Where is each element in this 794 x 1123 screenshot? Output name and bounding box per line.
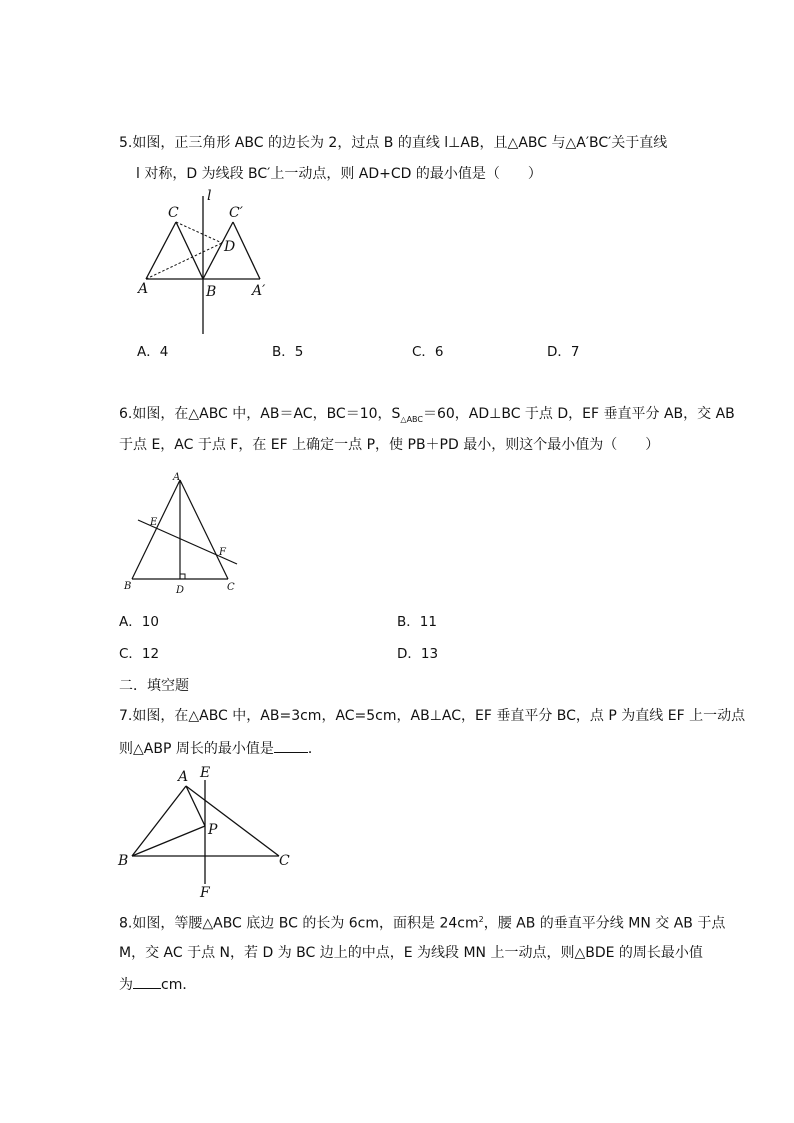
q7-text-line1: 7.如图，在△ABC 中，AB=3cm，AC=5cm，AB⊥AC，EF 垂直平分 BC，点 P 为直线 EF 上一动点 (119, 708, 746, 724)
q8-text-line2: M，交 AC 于点 N，若 D 为 BC 边上的中点，E 为线段 MN 上一动点，则△BDE 的周长最小值 (119, 945, 703, 961)
segment-AC (180, 480, 228, 579)
segment-AP (186, 786, 205, 826)
label-B: B (206, 284, 217, 300)
q6-figure (118, 470, 248, 600)
label-C: C (279, 853, 290, 869)
label-D: D (176, 585, 185, 596)
segment-CB (176, 222, 203, 279)
q7-text-line2: 则△ABP 周长的最小值是 ． (119, 741, 322, 757)
q8-text-line3: 为 cm． (119, 977, 197, 993)
label-C: C (168, 205, 179, 221)
label-E: E (200, 765, 211, 781)
label-B: B (118, 853, 129, 869)
q6-option-a: A．10 (119, 614, 159, 630)
label-A: A (178, 769, 189, 785)
label-P: P (208, 822, 218, 838)
label-B: B (124, 581, 132, 592)
q8-text-line1: 8.如图，等腰△ABC 底边 BC 的长为 6cm，面积是 $24cm^2$，腰 AB 的垂直平分线 MN 交 AB 于点 (119, 915, 726, 932)
label-A: A (173, 472, 181, 483)
q6-option-d: D．13 (397, 646, 439, 662)
right-angle-mark (180, 574, 185, 579)
label-D: D (224, 239, 236, 255)
dashed-CD (176, 222, 222, 243)
segment-AC (186, 786, 279, 856)
q5-option-b: B．5 (272, 344, 304, 360)
label-C-prime: C′ (229, 205, 243, 221)
dashed-AD (146, 243, 222, 279)
q6-option-c: C．12 (119, 646, 160, 662)
label-l: l (207, 188, 212, 204)
label-A: A (138, 281, 149, 297)
segment-C2A2 (233, 222, 260, 279)
q6-option-b: B．11 (397, 614, 437, 630)
q7-answer-blank[interactable] (274, 740, 308, 753)
q7-figure (116, 762, 296, 902)
label-E: E (150, 517, 158, 528)
label-A-prime: A′ (252, 283, 266, 299)
q6-text-line2: 于点 E，AC 于点 F，在 EF 上确定一点 P，使 PB＋PD 最小，则这个最小值为（ ） (119, 437, 660, 453)
q6-text-line1: 6.如图，在△ABC 中，AB＝AC，BC＝10，$S_{\triangle ABC}=60$，AD⊥BC 于点 D，EF 垂直平分 AB，交 AB (119, 406, 735, 424)
q5-text-line2: l 对称，D 为线段 BC′上一动点，则 AD+CD 的最小值是（ ） (136, 166, 542, 182)
q5-option-a: A．4 (137, 344, 169, 360)
segment-AC (146, 222, 176, 279)
segment-AB (132, 480, 180, 579)
q5-option-d: D．7 (547, 344, 580, 360)
label-C: C (227, 582, 235, 593)
q5-figure (130, 186, 280, 336)
label-F: F (219, 547, 226, 558)
q5-option-c: C．6 (412, 344, 444, 360)
q5-text-line1: 5.如图，正三角形 ABC 的边长为 2，过点 B 的直线 l⊥AB，且△ABC 与△A′BC′关于直线 (119, 135, 668, 151)
label-F: F (200, 885, 210, 901)
section-heading-fill-blank: 二．填空题 (119, 678, 189, 694)
q8-answer-blank[interactable] (133, 976, 161, 989)
